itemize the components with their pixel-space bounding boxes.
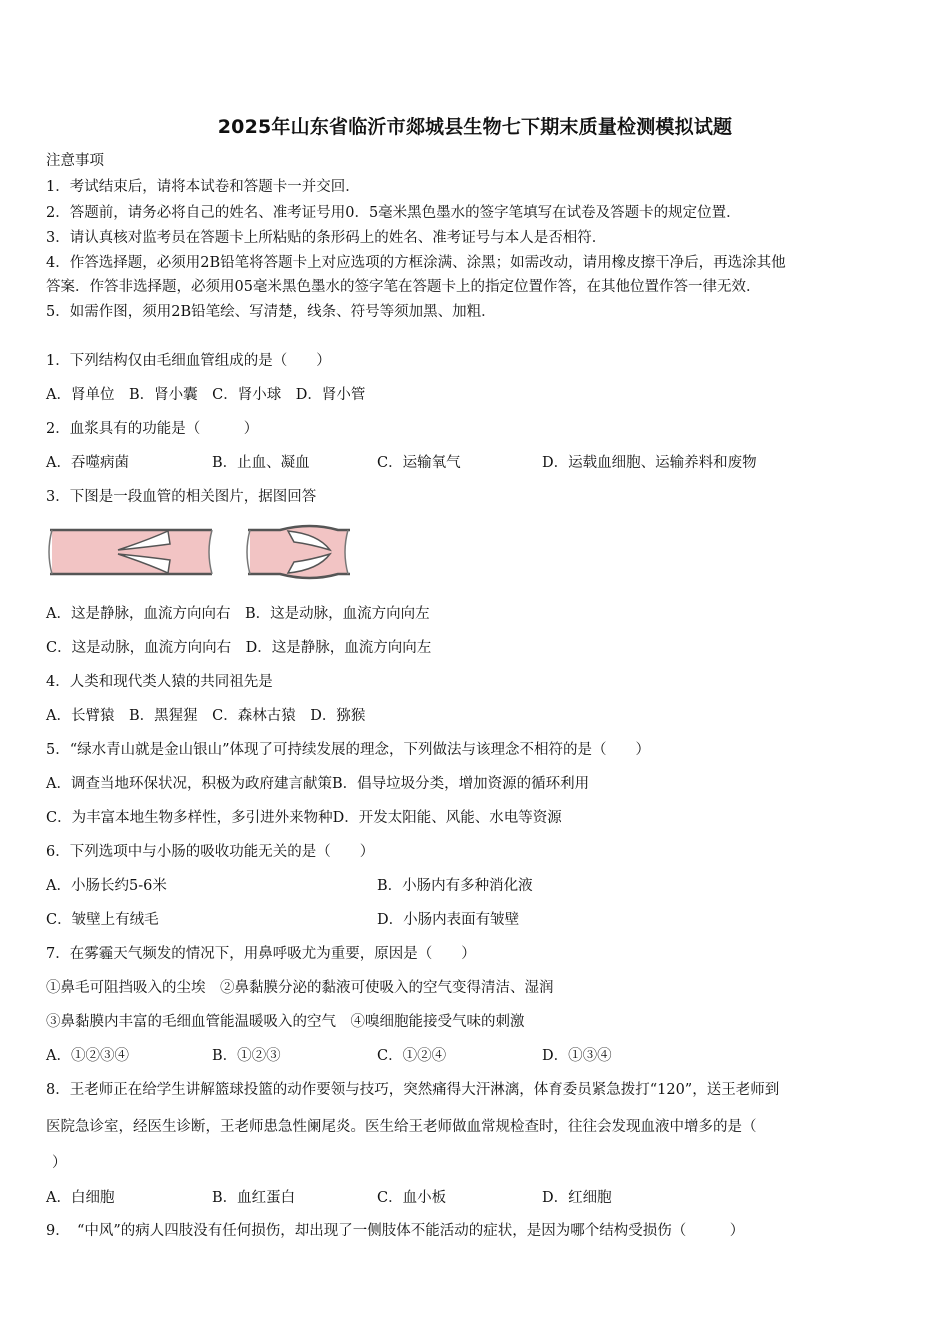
question-7-option-c: C．①②④ <box>377 1048 447 1064</box>
question-7-option-b: B．①②③ <box>212 1048 281 1064</box>
question-8-option-c: C．血小板 <box>377 1190 447 1206</box>
question-8-stem-line2: 医院急诊室，经医生诊断，王老师患急性阑尾炎。医生给王老师做血常规检查时，往往会发现血液中增多的是（ <box>46 1119 757 1135</box>
question-7-statement-2: ③鼻黏膜内丰富的毛细血管能温暖吸入的空气 ④嗅细胞能接受气味的刺激 <box>46 1014 525 1030</box>
question-2-option-a: A．吞噬病菌 <box>46 455 129 471</box>
question-8-stem-line1: 8．王老师正在给学生讲解篮球投篮的动作要领与技巧，突然痛得大汗淋漓，体育委员紧急拨打“120”，送王老师到 <box>46 1082 780 1098</box>
notice-item: 5．如需作图，须用2B铅笔绘、写清楚，线条、符号等须加黑、加粗． <box>46 304 496 320</box>
notice-item: 3．请认真核对监考员在答题卡上所粘贴的条形码上的姓名、准考证号与本人是否相符． <box>46 230 607 246</box>
notice-item: 2．答题前，请务必将自己的姓名、准考证号用0．5毫米黑色墨水的签字笔填写在试卷及答题卡的规定位置． <box>46 205 741 221</box>
notice-item: 答案．作答非选择题，必须用05毫米黑色墨水的签字笔在答题卡上的指定位置作答，在其他位置作答一律无效． <box>46 279 761 295</box>
question-1-options: A．肾单位 B．肾小囊 C．肾小球 D．肾小管 <box>46 387 366 403</box>
notice-heading: 注意事项 <box>46 153 104 169</box>
question-9-stem: 9． “中风”的病人四肢没有任何损伤，却出现了一侧肢体不能活动的症状，是因为哪个结构受损伤（ ） <box>46 1223 745 1239</box>
question-2-option-c: C．运输氧气 <box>377 455 461 471</box>
question-5-options-row2: C．为丰富本地生物多样性，多引进外来物种D．开发太阳能、风能、水电等资源 <box>46 810 562 826</box>
question-2-option-b: B．止血、凝血 <box>212 455 310 471</box>
question-3-stem: 3．下图是一段血管的相关图片，据图回答 <box>46 489 317 505</box>
question-7-option-a: A．①②③④ <box>46 1048 129 1064</box>
question-8-stem-line3: ） <box>52 1155 67 1171</box>
notice-item: 4．作答选择题，必须用2B铅笔将答题卡上对应选项的方框涂满、涂黑；如需改动，请用橡皮擦干净后，再选涂其他 <box>46 255 786 271</box>
question-4-stem: 4．人类和现代类人猿的共同祖先是 <box>46 674 273 690</box>
question-3-options-row2: C．这是动脉，血流方向向右 D．这是静脉，血流方向向左 <box>46 640 432 656</box>
question-6-option-d: D．小肠内表面有皱壁 <box>377 912 520 928</box>
question-1-stem: 1．下列结构仅由毛细血管组成的是（ ） <box>46 353 331 369</box>
question-7-stem: 7．在雾霾天气频发的情况下，用鼻呼吸尤为重要，原因是（ ） <box>46 946 476 962</box>
question-2-option-d: D．运载血细胞、运输养料和废物 <box>542 455 757 471</box>
question-6-stem: 6．下列选项中与小肠的吸收功能无关的是（ ） <box>46 844 375 860</box>
question-7-statement-1: ①鼻毛可阻挡吸入的尘埃 ②鼻黏膜分泌的黏液可使吸入的空气变得清洁、湿润 <box>46 980 554 996</box>
blood-vessel-figure <box>48 520 358 582</box>
question-3-options-row1: A．这是静脉，血流方向向右 B．这是动脉，血流方向向左 <box>46 606 430 622</box>
vessel-segment-right <box>247 526 350 578</box>
question-6-option-a: A．小肠长约5-6米 <box>46 878 167 894</box>
question-6-option-b: B．小肠内有多种消化液 <box>377 878 533 894</box>
question-7-option-d: D．①③④ <box>542 1048 612 1064</box>
question-5-stem: 5．“绿水青山就是金山银山”体现了可持续发展的理念，下列做法与该理念不相符的是（ ） <box>46 742 651 758</box>
question-8-option-d: D．红细胞 <box>542 1190 612 1206</box>
notice-item: 1．考试结束后，请将本试卷和答题卡一并交回． <box>46 179 360 195</box>
question-4-options: A．长臂猿 B．黑猩猩 C．森林古猿 D．猕猴 <box>46 708 366 724</box>
question-2-stem: 2．血浆具有的功能是（ ） <box>46 421 259 437</box>
vessel-segment-left <box>49 530 212 574</box>
question-5-options-row1: A．调查当地环保状况，积极为政府建言献策B．倡导垃圾分类，增加资源的循环利用 <box>46 776 590 792</box>
question-8-option-a: A．白细胞 <box>46 1190 115 1206</box>
page-title: 2025年山东省临沂市郯城县生物七下期末质量检测模拟试题 <box>217 116 733 138</box>
question-6-option-c: C．皱壁上有绒毛 <box>46 912 159 928</box>
question-8-option-b: B．血红蛋白 <box>212 1190 296 1206</box>
